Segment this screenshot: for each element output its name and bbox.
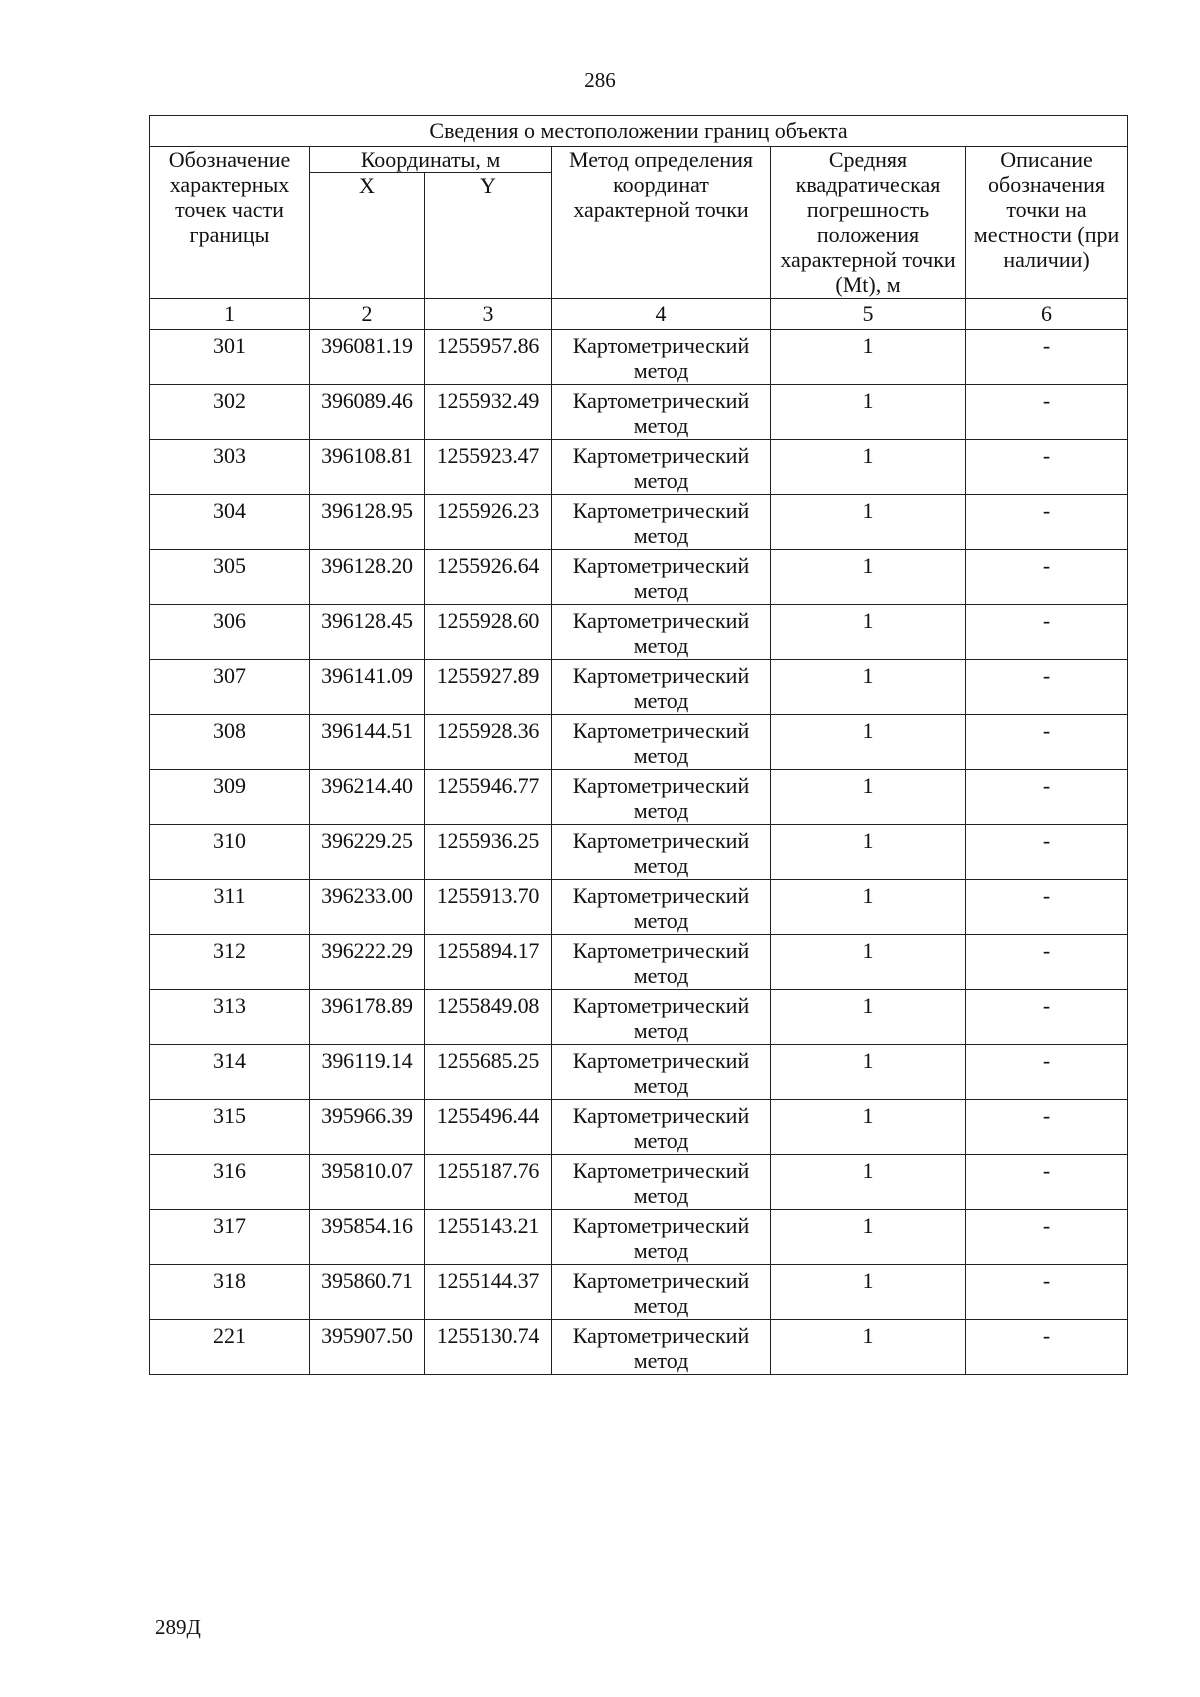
description-cell: - — [966, 550, 1128, 605]
y-cell: 1255849.08 — [425, 990, 552, 1045]
point-cell: 315 — [150, 1100, 310, 1155]
error-cell: 1 — [771, 770, 966, 825]
header-x: X — [310, 173, 425, 299]
point-cell: 306 — [150, 605, 310, 660]
x-cell: 395966.39 — [310, 1100, 425, 1155]
description-cell: - — [966, 1210, 1128, 1265]
table-row — [150, 1265, 1128, 1320]
point-cell: 313 — [150, 990, 310, 1045]
error-cell: 1 — [771, 605, 966, 660]
point-cell: 318 — [150, 1265, 310, 1320]
y-cell: 1255187.76 — [425, 1155, 552, 1210]
method-cell: Картометрический метод — [552, 770, 771, 825]
error-cell: 1 — [771, 990, 966, 1045]
table-row — [150, 990, 1128, 1045]
description-cell: - — [966, 660, 1128, 715]
point-cell: 305 — [150, 550, 310, 605]
point-cell: 303 — [150, 440, 310, 495]
x-cell: 396214.40 — [310, 770, 425, 825]
table-row — [150, 880, 1128, 935]
header-method: Метод определения координат характерной точки — [552, 147, 771, 299]
x-cell: 396108.81 — [310, 440, 425, 495]
column-numbers-row — [150, 299, 1128, 330]
page-number: 286 — [584, 68, 616, 92]
point-cell: 309 — [150, 770, 310, 825]
error-cell: 1 — [771, 715, 966, 770]
method-cell: Картометрический метод — [552, 1320, 771, 1375]
x-cell: 396229.25 — [310, 825, 425, 880]
y-cell: 1255936.25 — [425, 825, 552, 880]
error-cell: 1 — [771, 385, 966, 440]
point-cell: 314 — [150, 1045, 310, 1100]
error-cell: 1 — [771, 1265, 966, 1320]
description-cell: - — [966, 1100, 1128, 1155]
method-cell: Картометрический метод — [552, 660, 771, 715]
x-cell: 396222.29 — [310, 935, 425, 990]
header-point: Обозначение характерных точек части границы — [150, 147, 310, 299]
y-cell: 1255894.17 — [425, 935, 552, 990]
method-cell: Картометрический метод — [552, 935, 771, 990]
description-cell: - — [966, 1155, 1128, 1210]
description-cell: - — [966, 1320, 1128, 1375]
column-number: 2 — [310, 299, 425, 330]
table-row — [150, 495, 1128, 550]
description-cell: - — [966, 1045, 1128, 1100]
method-cell: Картометрический метод — [552, 550, 771, 605]
x-cell: 396081.19 — [310, 330, 425, 385]
x-cell: 396128.45 — [310, 605, 425, 660]
point-cell: 311 — [150, 880, 310, 935]
column-number: 5 — [771, 299, 966, 330]
x-cell: 395907.50 — [310, 1320, 425, 1375]
x-cell: 396141.09 — [310, 660, 425, 715]
description-cell: - — [966, 1265, 1128, 1320]
column-number: 1 — [150, 299, 310, 330]
error-cell: 1 — [771, 330, 966, 385]
error-cell: 1 — [771, 935, 966, 990]
y-cell: 1255926.64 — [425, 550, 552, 605]
error-cell: 1 — [771, 1155, 966, 1210]
table-row — [150, 770, 1128, 825]
table-row — [150, 715, 1128, 770]
x-cell: 396233.00 — [310, 880, 425, 935]
point-cell: 308 — [150, 715, 310, 770]
column-number: 6 — [966, 299, 1128, 330]
point-cell: 307 — [150, 660, 310, 715]
table-row — [150, 605, 1128, 660]
column-number: 3 — [425, 299, 552, 330]
x-cell: 396144.51 — [310, 715, 425, 770]
method-cell: Картометрический метод — [552, 1210, 771, 1265]
method-cell: Картометрический метод — [552, 1100, 771, 1155]
x-cell: 396128.95 — [310, 495, 425, 550]
x-cell: 396119.14 — [310, 1045, 425, 1100]
x-cell: 396178.89 — [310, 990, 425, 1045]
method-cell: Картометрический метод — [552, 715, 771, 770]
error-cell: 1 — [771, 440, 966, 495]
y-cell: 1255685.25 — [425, 1045, 552, 1100]
point-cell: 302 — [150, 385, 310, 440]
table-row — [150, 385, 1128, 440]
method-cell: Картометрический метод — [552, 495, 771, 550]
x-cell: 396128.20 — [310, 550, 425, 605]
description-cell: - — [966, 825, 1128, 880]
x-cell: 395810.07 — [310, 1155, 425, 1210]
y-cell: 1255130.74 — [425, 1320, 552, 1375]
column-number: 4 — [552, 299, 771, 330]
y-cell: 1255144.37 — [425, 1265, 552, 1320]
error-cell: 1 — [771, 1320, 966, 1375]
x-cell: 395860.71 — [310, 1265, 425, 1320]
point-cell: 301 — [150, 330, 310, 385]
y-cell: 1255926.23 — [425, 495, 552, 550]
description-cell: - — [966, 385, 1128, 440]
table-row — [150, 1155, 1128, 1210]
point-cell: 316 — [150, 1155, 310, 1210]
y-cell: 1255927.89 — [425, 660, 552, 715]
description-cell: - — [966, 990, 1128, 1045]
header-description: Описание обозначения точки на местности (при наличии) — [966, 147, 1128, 299]
method-cell: Картометрический метод — [552, 1265, 771, 1320]
table-row — [150, 935, 1128, 990]
y-cell: 1255946.77 — [425, 770, 552, 825]
table-caption: Сведения о местоположении границ объекта — [150, 116, 1128, 147]
boundary-coordinates-table — [149, 115, 1128, 1375]
table-row — [150, 1210, 1128, 1265]
header-y: Y — [425, 173, 552, 299]
y-cell: 1255957.86 — [425, 330, 552, 385]
error-cell: 1 — [771, 495, 966, 550]
method-cell: Картометрический метод — [552, 825, 771, 880]
y-cell: 1255928.60 — [425, 605, 552, 660]
table-row — [150, 440, 1128, 495]
method-cell: Картометрический метод — [552, 385, 771, 440]
method-cell: Картометрический метод — [552, 330, 771, 385]
description-cell: - — [966, 715, 1128, 770]
y-cell: 1255496.44 — [425, 1100, 552, 1155]
description-cell: - — [966, 770, 1128, 825]
header-error: Средняя квадратическая погрешность положения характерной точки (Mt), м — [771, 147, 966, 299]
error-cell: 1 — [771, 660, 966, 715]
error-cell: 1 — [771, 550, 966, 605]
table-row — [150, 330, 1128, 385]
y-cell: 1255913.70 — [425, 880, 552, 935]
table-row — [150, 550, 1128, 605]
point-cell: 310 — [150, 825, 310, 880]
header-coords: Координаты, м — [310, 147, 552, 173]
description-cell: - — [966, 880, 1128, 935]
point-cell: 304 — [150, 495, 310, 550]
table-row — [150, 660, 1128, 715]
y-cell: 1255928.36 — [425, 715, 552, 770]
point-cell: 317 — [150, 1210, 310, 1265]
point-cell: 312 — [150, 935, 310, 990]
error-cell: 1 — [771, 1045, 966, 1100]
table-row — [150, 825, 1128, 880]
description-cell: - — [966, 330, 1128, 385]
x-cell: 396089.46 — [310, 385, 425, 440]
error-cell: 1 — [771, 880, 966, 935]
error-cell: 1 — [771, 1100, 966, 1155]
table-row — [150, 1100, 1128, 1155]
method-cell: Картометрический метод — [552, 1045, 771, 1100]
description-cell: - — [966, 935, 1128, 990]
x-cell: 395854.16 — [310, 1210, 425, 1265]
method-cell: Картометрический метод — [552, 440, 771, 495]
y-cell: 1255923.47 — [425, 440, 552, 495]
description-cell: - — [966, 605, 1128, 660]
description-cell: - — [966, 495, 1128, 550]
document-code: 289Д — [155, 1615, 201, 1639]
method-cell: Картометрический метод — [552, 990, 771, 1045]
description-cell: - — [966, 440, 1128, 495]
method-cell: Картометрический метод — [552, 605, 771, 660]
point-cell: 221 — [150, 1320, 310, 1375]
y-cell: 1255143.21 — [425, 1210, 552, 1265]
y-cell: 1255932.49 — [425, 385, 552, 440]
method-cell: Картометрический метод — [552, 1155, 771, 1210]
table-row — [150, 1045, 1128, 1100]
table-body — [150, 330, 1128, 1375]
error-cell: 1 — [771, 1210, 966, 1265]
table-row — [150, 1320, 1128, 1375]
error-cell: 1 — [771, 825, 966, 880]
method-cell: Картометрический метод — [552, 880, 771, 935]
